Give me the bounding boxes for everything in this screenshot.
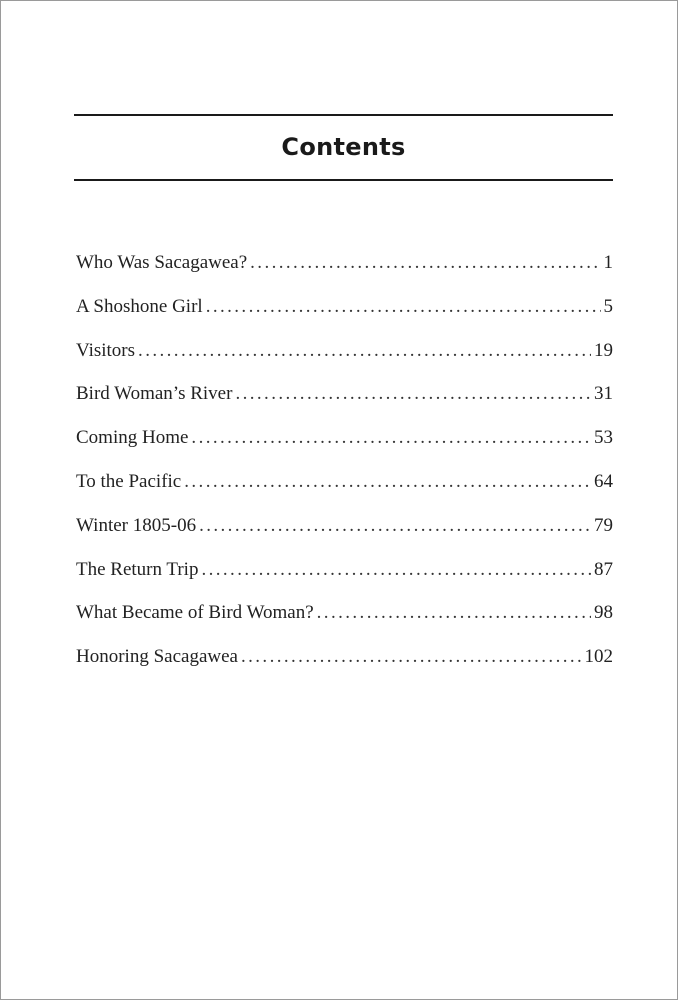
- toc-entry: [76, 464, 613, 508]
- table-of-contents: [76, 245, 613, 683]
- toc-entry-page: 19: [594, 339, 613, 361]
- toc-entry-page: 102: [584, 646, 613, 668]
- top-rule: [74, 114, 613, 116]
- toc-entry-title: To the Pacific: [76, 470, 182, 492]
- toc-entry-page: 5: [603, 295, 613, 317]
- toc-entry-title: Winter 1805-06: [76, 514, 197, 536]
- toc-entry-page: 64: [594, 470, 613, 492]
- dot-leader: [184, 464, 591, 500]
- toc-entry: [76, 245, 613, 289]
- dot-leader: [235, 376, 591, 412]
- dot-leader: [241, 639, 582, 675]
- toc-entry-title: What Became of Bird Woman?: [76, 602, 314, 624]
- dot-leader: [201, 552, 591, 588]
- toc-entry-page: 87: [594, 558, 613, 580]
- toc-entry: [76, 595, 613, 639]
- toc-entry-title: Who Was Sacagawea?: [76, 252, 248, 273]
- toc-entry-title: A Shoshone Girl: [76, 295, 203, 317]
- toc-entry-title: Bird Woman’s River: [76, 383, 233, 405]
- toc-entry-title: The Return Trip: [76, 558, 199, 580]
- toc-entry-title: Visitors: [76, 339, 136, 361]
- toc-entry-page: 53: [594, 427, 613, 449]
- dot-leader: [250, 245, 600, 281]
- toc-entry: [76, 508, 613, 552]
- page-title: Contents: [281, 133, 406, 161]
- toc-entry-page: 98: [594, 602, 613, 624]
- dot-leader: [138, 333, 591, 369]
- toc-entry: [76, 552, 613, 596]
- dot-leader: [317, 595, 591, 631]
- toc-entry: [76, 289, 613, 333]
- bottom-rule: [74, 179, 613, 181]
- toc-entry-page: 31: [594, 383, 613, 405]
- toc-entry-title: Coming Home: [76, 427, 189, 449]
- dot-leader: [191, 420, 591, 456]
- toc-entry: [76, 639, 613, 683]
- dot-leader: [199, 508, 591, 544]
- toc-entry-page: 1: [603, 252, 613, 273]
- toc-entry: [76, 376, 613, 420]
- toc-entry: [76, 333, 613, 377]
- toc-entry-title: Honoring Sacagawea: [76, 646, 238, 668]
- dot-leader: [206, 289, 601, 325]
- toc-entry: [76, 420, 613, 464]
- toc-entry-page: 79: [594, 514, 613, 536]
